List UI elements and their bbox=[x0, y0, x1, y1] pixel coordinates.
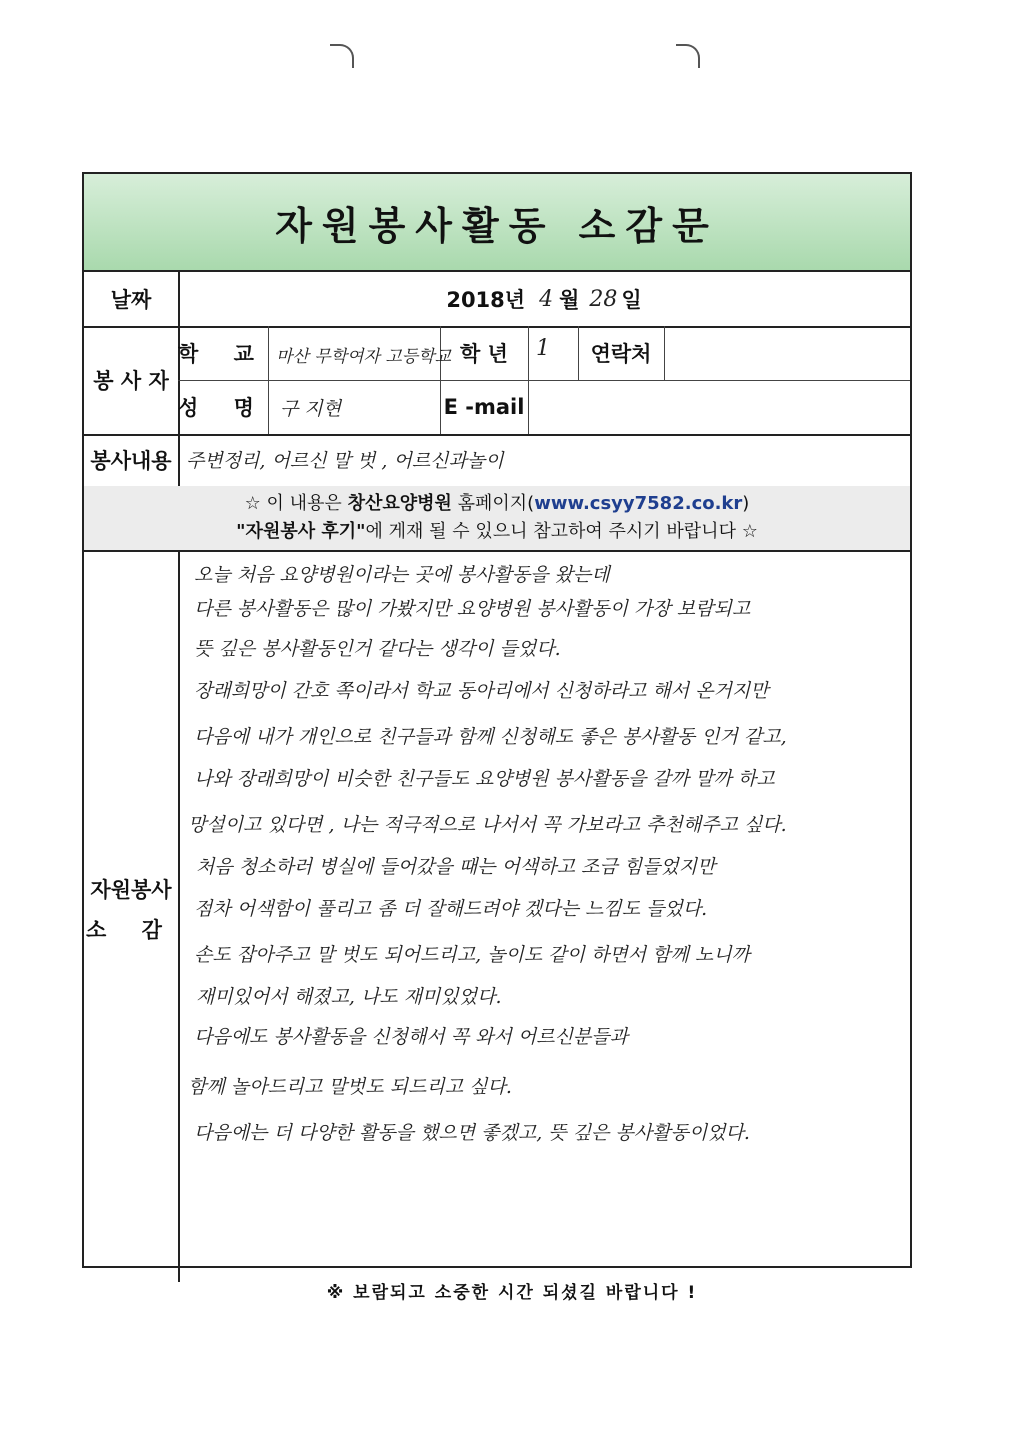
punch-hole-right-icon bbox=[676, 44, 700, 68]
essay-line: 장래희망이 간호 쪽이라서 학교 동아리에서 신청하라고 해서 온거지만 bbox=[194, 680, 769, 702]
impression-label bbox=[84, 864, 178, 954]
date-label: 날짜 bbox=[110, 288, 152, 312]
essay-line: 오늘 처음 요양병원이라는 곳에 봉사활동을 왔는데 bbox=[194, 564, 610, 586]
email-label: E -mail bbox=[443, 395, 525, 419]
notice-text-2: 에 게재 될 수 있으니 참고하여 주시기 바랍니다 bbox=[365, 521, 736, 542]
impression-label-line1: 자원봉사 bbox=[90, 878, 172, 902]
grade-value: 1 bbox=[536, 336, 550, 361]
school-label: 학 교 bbox=[178, 342, 268, 366]
essay-line: 다음에도 봉사활동을 신청해서 꼭 와서 어르신분들과 bbox=[194, 1026, 628, 1048]
review-section-name: "자원봉사 후기" bbox=[236, 521, 366, 542]
contact-label: 연락처 bbox=[590, 342, 652, 366]
grade-label: 학 년 bbox=[460, 342, 508, 366]
name-label: 성 명 bbox=[178, 396, 268, 420]
volunteer-label: 봉 사 자 bbox=[93, 369, 169, 393]
notice-homepage-text: 홈페이지( bbox=[457, 493, 535, 514]
essay-line: 함께 놀아드리고 말벗도 되드리고 싶다. bbox=[188, 1076, 512, 1098]
star-left-icon: ☆ bbox=[244, 493, 261, 514]
service-value: 주변정리, 어르신 말 벗 , 어르신과놀이 bbox=[186, 450, 504, 472]
star-right-icon: ☆ bbox=[741, 521, 758, 542]
essay-line: 손도 잡아주고 말 벗도 되어드리고, 놀이도 같이 하면서 함께 노니까 bbox=[194, 944, 750, 966]
essay-line: 재미있어서 해졌고, 나도 재미있었다. bbox=[196, 986, 502, 1008]
date-month-unit: 월 bbox=[559, 288, 580, 312]
essay-line: 망설이고 있다면 , 나는 적극적으로 나서서 꼭 가보라고 추천해주고 싶다. bbox=[188, 814, 787, 836]
name-value: 구 지현 bbox=[280, 398, 342, 420]
punch-hole-left-icon bbox=[330, 44, 354, 68]
footer-message: ※ 보람되고 소중한 시간 되셨길 바랍니다 ! bbox=[326, 1283, 698, 1303]
essay-line: 뜻 깊은 봉사활동인거 같다는 생각이 들었다. bbox=[194, 638, 561, 660]
notice-box bbox=[84, 486, 910, 550]
essay-line: 다음에는 더 다양한 활동을 했으면 좋겠고, 뜻 깊은 봉사활동이었다. bbox=[194, 1122, 750, 1144]
date-year: 2018년 bbox=[446, 288, 526, 312]
date-day-value: 28 bbox=[589, 286, 618, 312]
volunteer-report-form bbox=[82, 172, 912, 1268]
essay-line: 처음 청소하러 병실에 들어갔을 때는 어색하고 조금 힘들었지만 bbox=[196, 856, 716, 878]
form-title: 자원봉사활동 소감문 bbox=[84, 174, 910, 272]
impression-label-line2: 소 감 bbox=[86, 918, 176, 942]
essay-line: 나와 장래희망이 비슷한 친구들도 요양병원 봉사활동을 갈까 말까 하고 bbox=[194, 768, 775, 790]
date-day-unit: 일 bbox=[621, 288, 642, 312]
date-field bbox=[178, 272, 910, 326]
service-label: 봉사내용 bbox=[90, 449, 172, 473]
notice-paren: ) bbox=[742, 493, 750, 514]
essay-line: 다음에 내가 개인으로 친구들과 함께 신청해도 좋은 봉사활동 인거 같고, bbox=[194, 726, 787, 748]
date-month-value: 4 bbox=[539, 286, 554, 312]
hospital-url: www.csyy7582.co.kr bbox=[534, 493, 743, 514]
essay-line: 점차 어색함이 풀리고 좀 더 잘해드려야 겠다는 느낌도 들었다. bbox=[194, 898, 708, 920]
essay-line: 다른 봉사활동은 많이 가봤지만 요양병원 봉사활동이 가장 보람되고 bbox=[194, 598, 751, 620]
hospital-name: 창산요양병원 bbox=[347, 493, 452, 514]
school-value: 마산 무학여자 고등학교 bbox=[276, 347, 452, 367]
notice-text: 이 내용은 bbox=[266, 493, 342, 514]
